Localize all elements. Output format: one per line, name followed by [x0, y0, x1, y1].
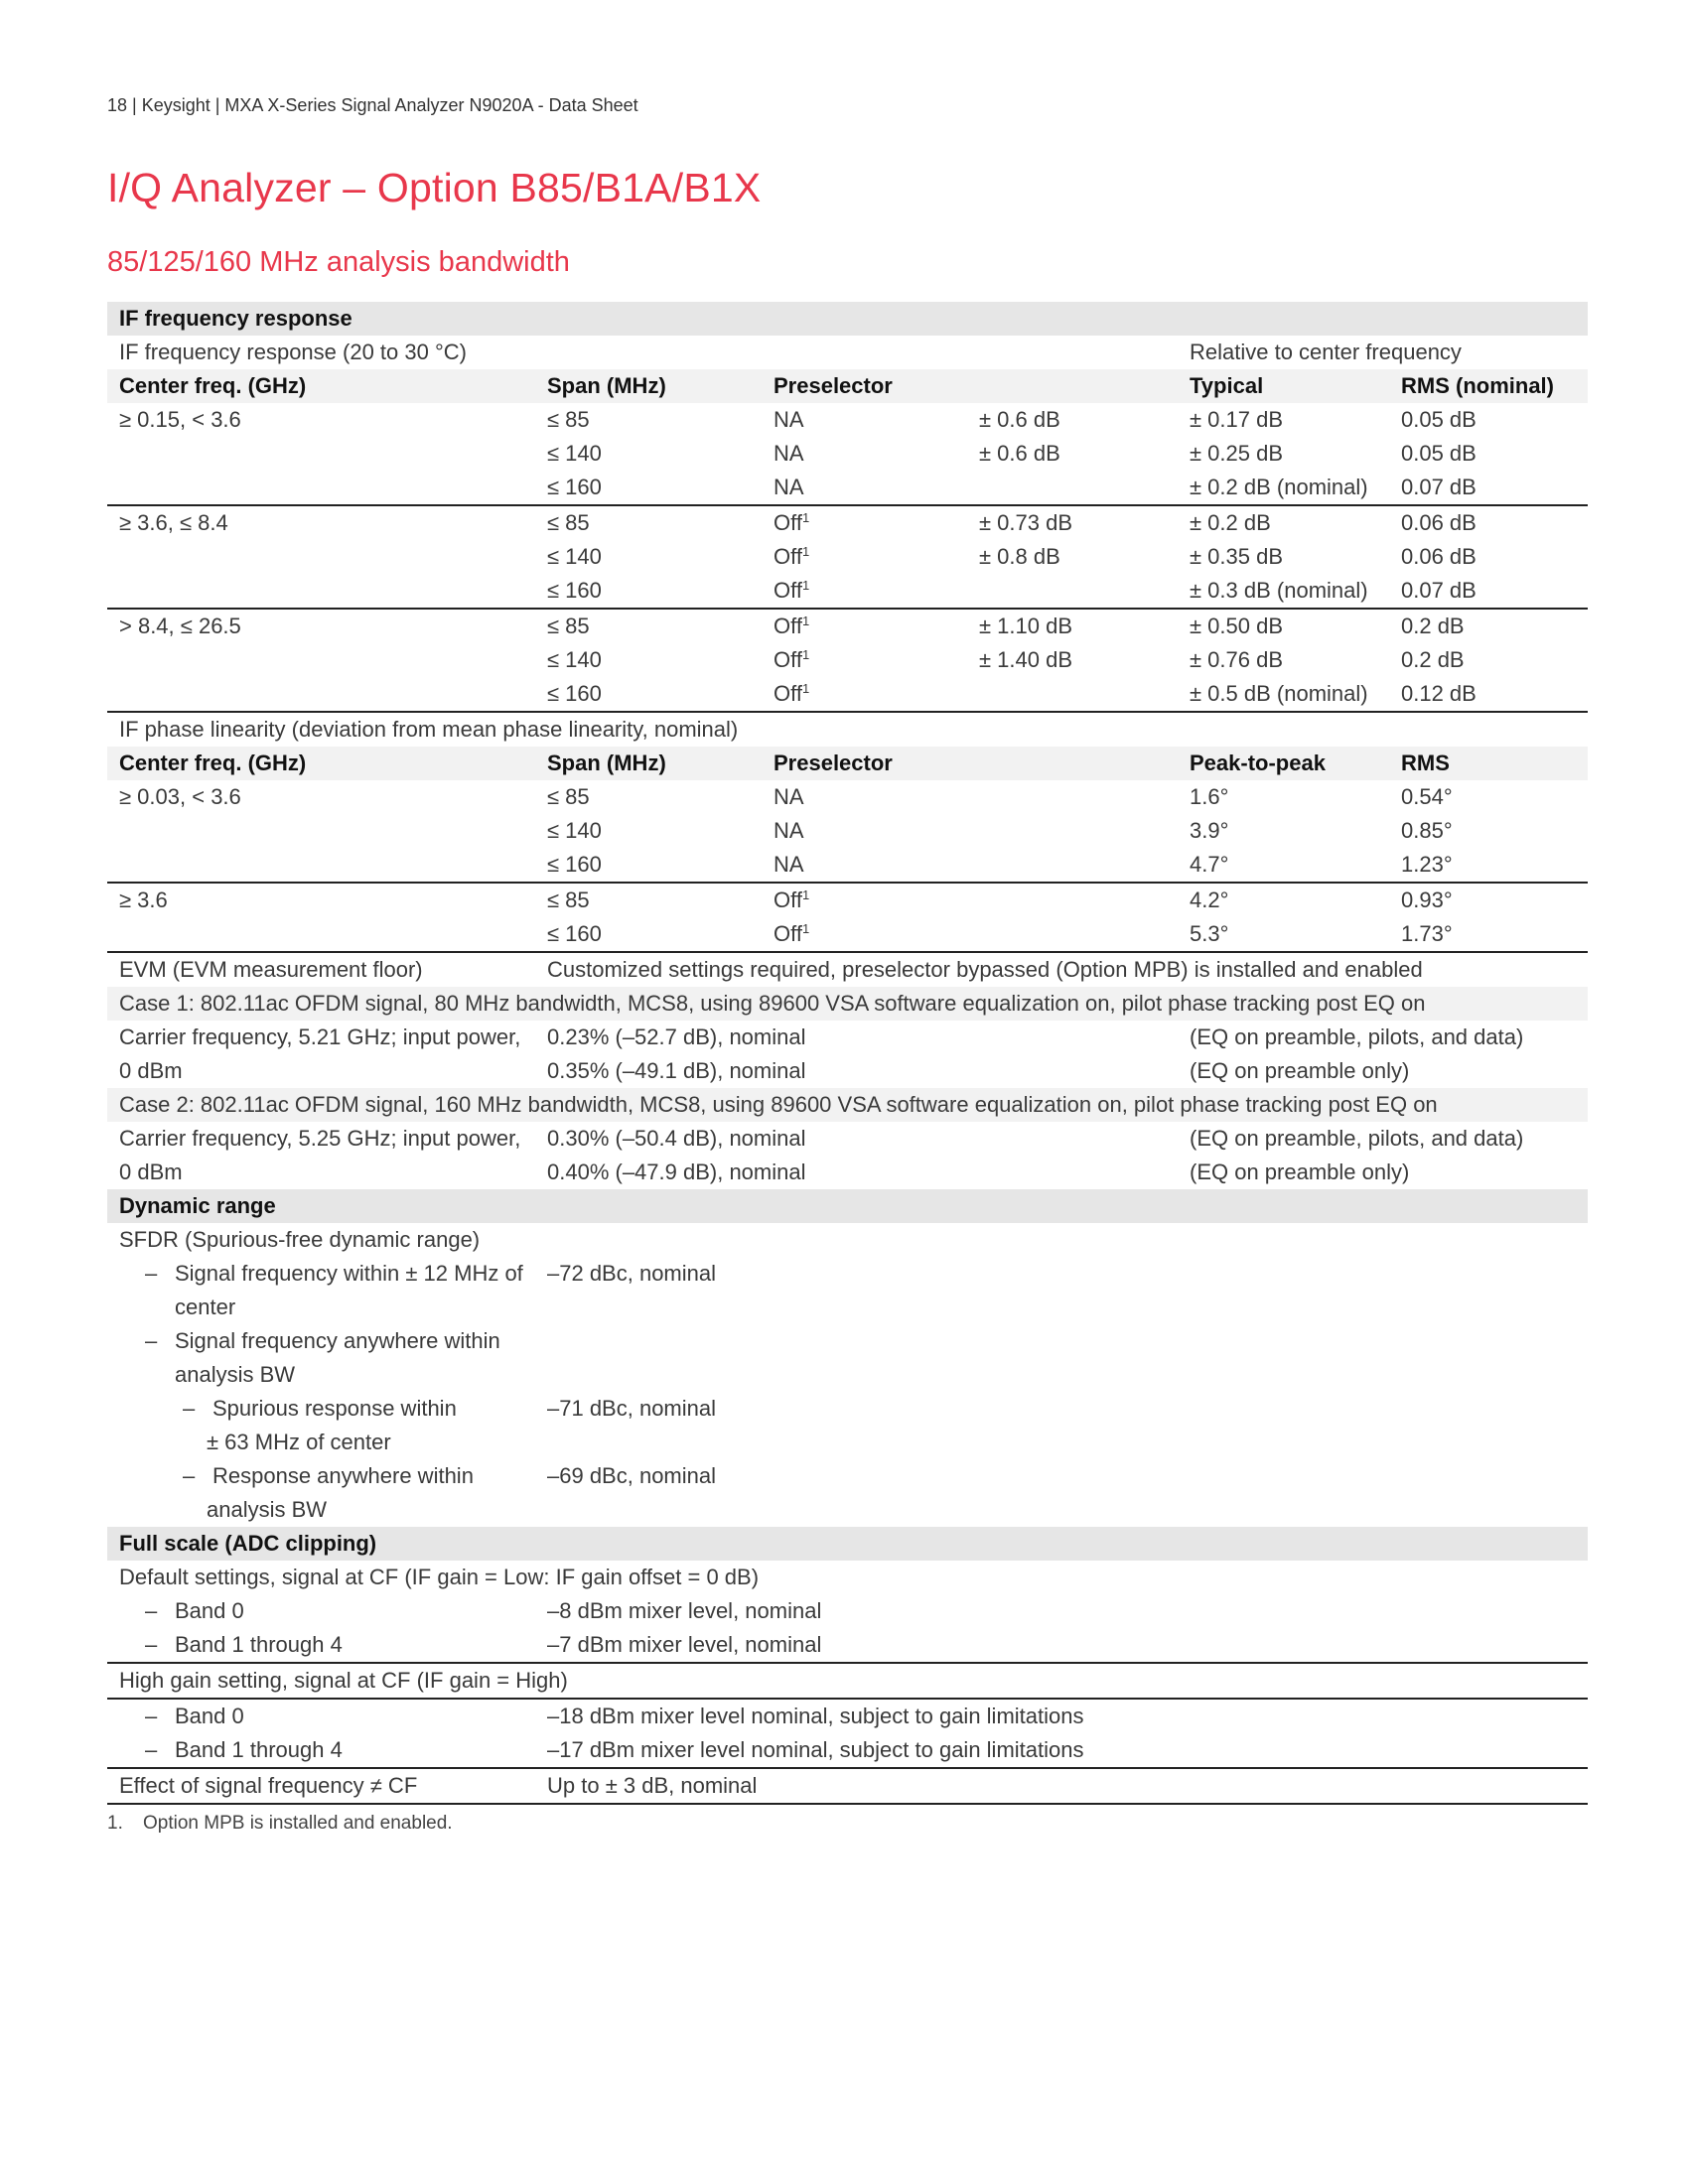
row-value: –8 dBm mixer level, nominal	[547, 1598, 822, 1623]
column-header-rms: RMS (nominal)	[1389, 369, 1588, 403]
cell-span: ≤ 160	[535, 574, 762, 609]
page-title: I/Q Analyzer – Option B85/B1A/B1X	[107, 165, 762, 210]
cell-span: ≤ 160	[535, 848, 762, 883]
column-header-span: Span (MHz)	[535, 369, 762, 403]
cell-typical: ± 0.35 dB	[1190, 544, 1284, 569]
cell-center	[107, 814, 535, 848]
column-header-preselector: Preselector	[762, 369, 967, 403]
footnote-number: 1.	[107, 1813, 123, 1834]
cell-rms: 1.23°	[1389, 848, 1588, 883]
row-label: Effect of signal frequency ≠ CF	[107, 1768, 535, 1804]
table-row	[107, 1392, 1588, 1426]
cell-typical: ± 0.76 dB	[1190, 647, 1284, 672]
cell-span: ≤ 85	[547, 614, 590, 638]
cell-typical: ± 0.17 dB	[1190, 407, 1284, 432]
cell-rms: 0.06 dB	[1401, 510, 1477, 535]
cell-center	[107, 574, 535, 609]
cell-rms: 0.54°	[1401, 784, 1453, 809]
table-row	[107, 574, 1588, 609]
column-header-rms: RMS	[1389, 747, 1588, 780]
row-label: High gain setting, signal at CF (IF gain = High)	[107, 1663, 1588, 1699]
footnote-mark: 1	[801, 681, 810, 696]
row-value: 0.40% (–47.9 dB), nominal	[547, 1160, 806, 1184]
table-row	[107, 712, 1588, 747]
row-label-continued: analysis BW	[175, 1362, 296, 1387]
table-row	[107, 540, 1588, 574]
cell-typical: ± 0.2 dB (nominal)	[1178, 471, 1389, 505]
cell-center: > 8.4, ≤ 26.5	[119, 614, 241, 638]
footnote-mark: 1	[801, 887, 810, 902]
table-row	[107, 1291, 1588, 1324]
cell-preselector: Off$^1$	[762, 574, 967, 609]
section-title: Full scale (ADC clipping)	[107, 1527, 1588, 1561]
table-row	[107, 848, 1588, 883]
table-row	[107, 1561, 1588, 1594]
cell-typical: ± 0.25 dB	[1190, 441, 1284, 466]
cell-rms: 0.2 dB	[1401, 614, 1465, 638]
cell-rms: 0.85°	[1401, 818, 1453, 843]
cell-preselector: Off$^1$	[774, 510, 810, 535]
table-row	[107, 1088, 1588, 1122]
cell-spec: ± 1.40 dB	[979, 647, 1073, 672]
row-label-continued: analysis BW	[207, 1497, 328, 1522]
row-label: IF phase linearity (deviation from mean phase linearity, nominal)	[119, 717, 739, 742]
column-header-row	[107, 369, 1588, 403]
footnote-mark: 1	[801, 647, 810, 662]
cell-typical: ± 0.3 dB (nominal)	[1178, 574, 1389, 609]
cell-rms: 0.07 dB	[1389, 574, 1588, 609]
cell-center	[107, 848, 535, 883]
cell-spec: ± 1.10 dB	[979, 614, 1073, 638]
row-value: 0.35% (–49.1 dB), nominal	[547, 1058, 806, 1083]
section-dynamic-range	[107, 1189, 1588, 1223]
row-label-continued: ± 63 MHz of center	[207, 1430, 391, 1454]
cell-center: ≥ 3.6, ≤ 8.4	[119, 510, 228, 535]
cell-rms: 0.2 dB	[1401, 647, 1465, 672]
spec-table	[107, 302, 1588, 1805]
cell-preselector: Off$^1$	[774, 647, 810, 672]
row-label: – Signal frequency within ± 12 MHz of	[145, 1261, 523, 1286]
cell-span: ≤ 140	[547, 544, 602, 569]
cell-span: ≤ 85	[547, 784, 590, 809]
cell-rms: 0.05 dB	[1401, 407, 1477, 432]
row-label: – Band 1 through 4	[107, 1628, 535, 1663]
table-row	[107, 952, 1588, 987]
case-title: Case 2: 802.11ac OFDM signal, 160 MHz bandwidth, MCS8, using 89600 VSA software equalization on, pilot phase tracking post EQ on	[107, 1088, 1588, 1122]
cell-span: ≤ 140	[547, 441, 602, 466]
column-header-row	[107, 747, 1588, 780]
cell-preselector: NA	[774, 441, 804, 466]
table-row	[107, 1426, 1588, 1459]
cell-spec: ± 0.73 dB	[979, 510, 1073, 535]
case-title: Case 1: 802.11ac OFDM signal, 80 MHz bandwidth, MCS8, using 89600 VSA software equalization on, pilot phase tracking post EQ on	[107, 987, 1588, 1021]
cell-center	[107, 437, 535, 471]
table-row	[107, 1663, 1588, 1699]
table-row	[107, 336, 1588, 369]
cell-rms: 0.07 dB	[1389, 471, 1588, 505]
row-value: –7 dBm mixer level, nominal	[535, 1628, 1588, 1663]
bullet-dash: –	[145, 1328, 158, 1353]
row-label-continued: center	[175, 1295, 236, 1319]
table-row	[107, 471, 1588, 505]
row-label: 0 dBm	[119, 1058, 183, 1083]
table-row	[107, 1628, 1588, 1663]
page-subtitle: 85/125/160 MHz analysis bandwidth	[107, 246, 570, 278]
table-row	[107, 1257, 1588, 1291]
cell-rms: 0.93°	[1401, 887, 1453, 912]
cell-preselector: Off$^1$	[774, 887, 810, 912]
bullet-dash: –	[145, 1598, 158, 1623]
cell-peak-to-peak: 1.6°	[1190, 784, 1229, 809]
table-row	[107, 677, 1588, 712]
table-row	[107, 437, 1588, 471]
row-label: EVM (EVM measurement floor)	[119, 957, 423, 982]
row-note: (EQ on preamble, pilots, and data)	[1190, 1024, 1524, 1049]
cell-peak-to-peak: 4.2°	[1190, 887, 1229, 912]
footnote-mark: 1	[801, 578, 810, 593]
cell-rms: 1.73°	[1389, 917, 1588, 952]
row-label: 0 dBm	[119, 1160, 183, 1184]
row-label: – Signal frequency anywhere within	[145, 1328, 500, 1353]
cell-preselector: NA	[774, 818, 804, 843]
cell-typical: ± 0.5 dB (nominal)	[1178, 677, 1389, 712]
cell-peak-to-peak: 4.7°	[1178, 848, 1389, 883]
cell-preselector: NA	[774, 407, 804, 432]
page-header: 18 | Keysight | MXA X-Series Signal Analyzer N9020A - Data Sheet	[107, 95, 638, 115]
cell-span: ≤ 85	[547, 510, 590, 535]
bullet-dash: –	[145, 1704, 158, 1728]
cell-spec	[967, 574, 1178, 609]
bullet-dash: –	[183, 1396, 196, 1421]
table-row	[107, 1156, 1588, 1189]
table-row	[107, 917, 1588, 952]
row-label: Carrier frequency, 5.21 GHz; input power,	[119, 1024, 521, 1049]
table-row	[107, 883, 1588, 917]
bullet-dash: –	[183, 1463, 196, 1488]
column-header-peak-to-peak: Peak-to-peak	[1178, 747, 1389, 780]
cell-span: ≤ 140	[547, 647, 602, 672]
cell-preselector: NA	[762, 848, 967, 883]
cell-rms: 0.05 dB	[1401, 441, 1477, 466]
column-header-typical: Typical	[1178, 369, 1389, 403]
cell-span: ≤ 160	[535, 471, 762, 505]
cell-rms: 0.12 dB	[1389, 677, 1588, 712]
cell-center: ≥ 0.15, < 3.6	[119, 407, 241, 432]
cell-span: ≤ 85	[547, 407, 590, 432]
footnote-mark: 1	[801, 614, 810, 628]
row-value: 0.30% (–50.4 dB), nominal	[547, 1126, 806, 1151]
table-row	[107, 1358, 1588, 1392]
row-value: –69 dBc, nominal	[547, 1463, 716, 1488]
cell-preselector: Off$^1$	[774, 544, 810, 569]
footnote-mark: 1	[801, 544, 810, 559]
column-header-center: Center freq. (GHz)	[107, 369, 535, 403]
row-label: – Response anywhere within	[183, 1463, 474, 1488]
cell-typical: ± 0.50 dB	[1190, 614, 1284, 638]
table-row	[107, 609, 1588, 643]
table-row	[107, 505, 1588, 540]
cell-center: ≥ 3.6	[119, 887, 168, 912]
cell-spec	[967, 677, 1178, 712]
cell-spec: ± 0.6 dB	[979, 441, 1060, 466]
cell-span: ≤ 140	[547, 818, 602, 843]
column-header-span: Span (MHz)	[535, 747, 762, 780]
cell-preselector: Off$^1$	[762, 677, 967, 712]
cell-center	[107, 540, 535, 574]
bullet-dash: –	[145, 1632, 158, 1657]
row-label: IF frequency response (20 to 30 °C)	[119, 340, 467, 364]
cell-spec: ± 0.8 dB	[979, 544, 1060, 569]
bullet-dash: –	[145, 1737, 158, 1762]
row-note: Relative to center frequency	[1190, 340, 1462, 364]
cell-peak-to-peak: 5.3°	[1178, 917, 1389, 952]
cell-center	[107, 643, 535, 677]
cell-preselector: NA	[762, 471, 967, 505]
row-label: – Band 0	[145, 1598, 244, 1623]
row-note: (EQ on preamble only)	[1190, 1160, 1410, 1184]
row-label: – Spurious response within	[183, 1396, 457, 1421]
cell-preselector: Off$^1$	[762, 917, 967, 952]
table-row	[107, 814, 1588, 848]
footnote-text: Option MPB is installed and enabled.	[143, 1813, 453, 1834]
row-value: Up to ± 3 dB, nominal	[535, 1768, 1588, 1804]
table-row	[107, 643, 1588, 677]
cell-center: ≥ 0.03, < 3.6	[119, 784, 241, 809]
table-row	[107, 1223, 1588, 1257]
cell-peak-to-peak: 3.9°	[1190, 818, 1229, 843]
section-title: IF frequency response	[107, 302, 1588, 336]
table-row	[107, 780, 1588, 814]
cell-center	[107, 917, 535, 952]
table-row	[107, 1021, 1588, 1054]
row-note: (EQ on preamble only)	[1190, 1058, 1410, 1083]
footnote	[107, 1813, 453, 1835]
table-row	[107, 1699, 1588, 1733]
row-value: Customized settings required, preselector bypassed (Option MPB) is installed and enabled	[547, 957, 1423, 982]
column-header-center: Center freq. (GHz)	[107, 747, 535, 780]
cell-span: ≤ 160	[535, 917, 762, 952]
table-row	[107, 1493, 1588, 1527]
row-label: Default settings, signal at CF (IF gain = Low: IF gain offset = 0 dB)	[119, 1565, 760, 1589]
cell-spec: ± 0.6 dB	[979, 407, 1060, 432]
row-label: – Band 0	[145, 1704, 244, 1728]
table-row	[107, 1594, 1588, 1628]
table-row	[107, 1122, 1588, 1156]
section-if-frequency-response	[107, 302, 1588, 336]
cell-center	[107, 677, 535, 712]
row-value: –17 dBm mixer level nominal, subject to gain limitations	[535, 1733, 1588, 1768]
section-full-scale	[107, 1527, 1588, 1561]
row-label: Carrier frequency, 5.25 GHz; input power,	[119, 1126, 521, 1151]
section-title: Dynamic range	[107, 1189, 1588, 1223]
bullet-dash: –	[145, 1261, 158, 1286]
cell-span: ≤ 85	[547, 887, 590, 912]
table-row	[107, 1054, 1588, 1088]
footnote-mark: 1	[801, 510, 810, 525]
row-label: SFDR (Spurious-free dynamic range)	[119, 1227, 481, 1252]
cell-rms: 0.06 dB	[1401, 544, 1477, 569]
cell-span: ≤ 160	[535, 677, 762, 712]
cell-preselector: Off$^1$	[774, 614, 810, 638]
row-value: –72 dBc, nominal	[547, 1261, 716, 1286]
table-row	[107, 403, 1588, 437]
cell-typical: ± 0.2 dB	[1190, 510, 1271, 535]
row-value: 0.23% (–52.7 dB), nominal	[547, 1024, 806, 1049]
table-row	[107, 1733, 1588, 1768]
column-header-preselector: Preselector	[762, 747, 967, 780]
table-row	[107, 1324, 1588, 1358]
cell-center	[107, 471, 535, 505]
cell-preselector: NA	[774, 784, 804, 809]
row-value: –71 dBc, nominal	[547, 1396, 716, 1421]
table-row	[107, 1768, 1588, 1804]
row-value: –18 dBm mixer level nominal, subject to gain limitations	[547, 1704, 1084, 1728]
table-row	[107, 987, 1588, 1021]
footnote-mark: 1	[801, 921, 810, 936]
row-note: (EQ on preamble, pilots, and data)	[1190, 1126, 1524, 1151]
cell-spec	[967, 471, 1178, 505]
row-label: – Band 1 through 4	[107, 1733, 535, 1768]
table-row	[107, 1459, 1588, 1493]
